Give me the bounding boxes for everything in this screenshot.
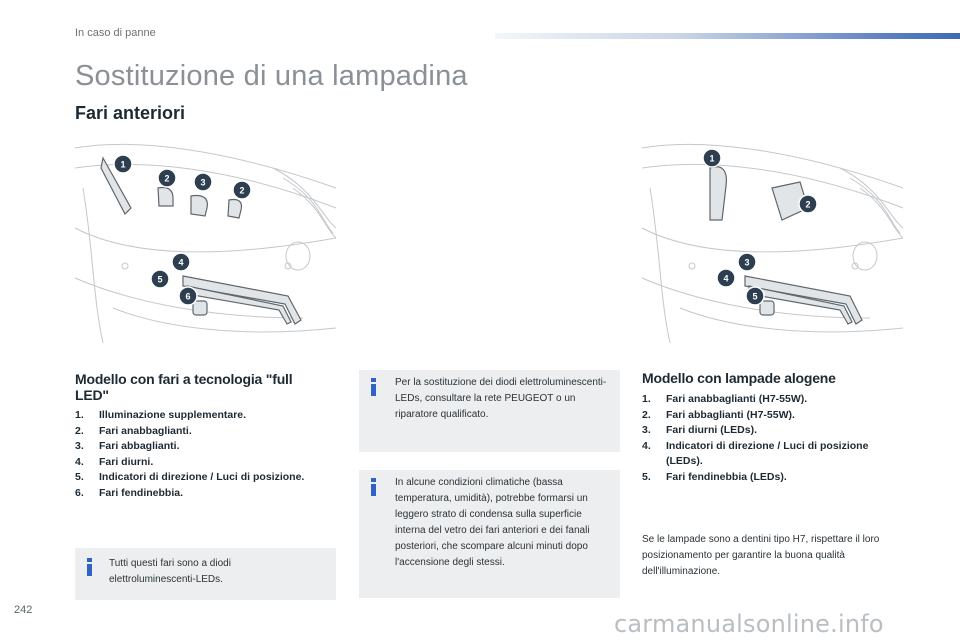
full-led-headlamp-figure xyxy=(73,128,338,348)
svg-text:5: 5 xyxy=(157,274,163,285)
halogen-callout-badges xyxy=(640,128,905,348)
full-led-callout-badges xyxy=(73,128,338,348)
callout-badge-5 xyxy=(746,287,764,305)
info-icon xyxy=(87,558,92,574)
callout-badge-2a xyxy=(158,169,176,187)
list-item: 3. Fari abbaglianti. xyxy=(75,440,180,452)
halogen-legend-list xyxy=(642,392,872,485)
page-number: 242 xyxy=(14,604,33,616)
svg-text:1: 1 xyxy=(709,153,715,164)
svg-text:6: 6 xyxy=(185,291,191,302)
svg-text:2: 2 xyxy=(164,173,170,184)
list-item: 4. Fari diurni. xyxy=(75,455,154,468)
svg-text:2: 2 xyxy=(805,199,811,210)
page-title: Sostituzione di una lampadina xyxy=(75,60,468,92)
svg-text:5: 5 xyxy=(752,291,758,302)
svg-text:3: 3 xyxy=(200,177,206,188)
list-item: 4. Indicatori di direzione / Luci di posizione (LEDs). xyxy=(642,439,869,467)
site-watermark: carmanualsonline.info xyxy=(614,610,884,638)
callout-badge-1 xyxy=(114,155,132,173)
list-item: 6. Fari fendinebbia. xyxy=(75,486,184,499)
full-led-legend-list xyxy=(75,408,310,501)
callout-badge-4 xyxy=(172,253,190,271)
header-gradient-bar xyxy=(495,33,960,39)
svg-text:4: 4 xyxy=(178,257,184,268)
callout-badge-3 xyxy=(194,173,212,191)
list-item: 2. Fari anabbaglianti. xyxy=(75,424,192,437)
callout-badge-4 xyxy=(717,269,735,287)
callout-badge-1 xyxy=(703,149,721,167)
section-header-label: In caso di panne xyxy=(75,27,156,39)
callout-badge-5 xyxy=(151,270,169,288)
info-note-text: Per la sostituzione dei diodi elettroluminescenti-LEDs, consultare la rete PEUGEOT o un riparatore qualificato. xyxy=(395,377,607,420)
callout-badge-2 xyxy=(799,195,817,213)
svg-text:1: 1 xyxy=(120,159,126,170)
svg-text:2: 2 xyxy=(239,185,245,196)
h7-positioning-note: Se le lampade sono a dentini tipo H7, rispettare il loro posizionamento per garantire la buona qualità dell'illuminazione. xyxy=(642,534,880,577)
full-led-info-note xyxy=(75,548,336,600)
full-led-model-title: Modello con fari a tecnologia "full LED" xyxy=(75,371,293,403)
halogen-model-title: Modello con lampade alogene xyxy=(642,370,836,386)
info-icon xyxy=(371,378,376,394)
info-icon xyxy=(371,478,376,494)
callout-badge-2b xyxy=(233,181,251,199)
section-title: Fari anteriori xyxy=(75,103,186,123)
list-item: 1. Illuminazione supplementare. xyxy=(75,409,247,421)
list-item: 5. Fari fendinebbia (LEDs). xyxy=(642,470,787,483)
list-item: 5. Indicatori di direzione / Luci di posizione. xyxy=(75,471,305,483)
list-item: 3. Fari diurni (LEDs). xyxy=(642,424,758,436)
led-service-info-note xyxy=(359,370,620,452)
info-note-text: Tutti questi fari sono a diodi elettroluminescenti-LEDs. xyxy=(109,558,231,585)
info-note-text: In alcune condizioni climatiche (bassa temperatura, umidità), potrebbe formarsi un leggero strato di condensa sulla superficie interna del vetro dei fari anteriori e dei fanali posteriori, che scompare alcuni minuti dopo l'accensione degli stessi. xyxy=(395,477,590,568)
condensation-info-note xyxy=(359,470,620,598)
callout-badge-6 xyxy=(179,287,197,305)
halogen-headlamp-figure xyxy=(640,128,905,348)
callout-badge-3 xyxy=(738,253,756,271)
svg-text:3: 3 xyxy=(744,257,750,268)
svg-text:4: 4 xyxy=(723,273,729,284)
list-item: 1. Fari anabbaglianti (H7-55W). xyxy=(642,393,808,405)
list-item: 2. Fari abbaglianti (H7-55W). xyxy=(642,408,795,421)
